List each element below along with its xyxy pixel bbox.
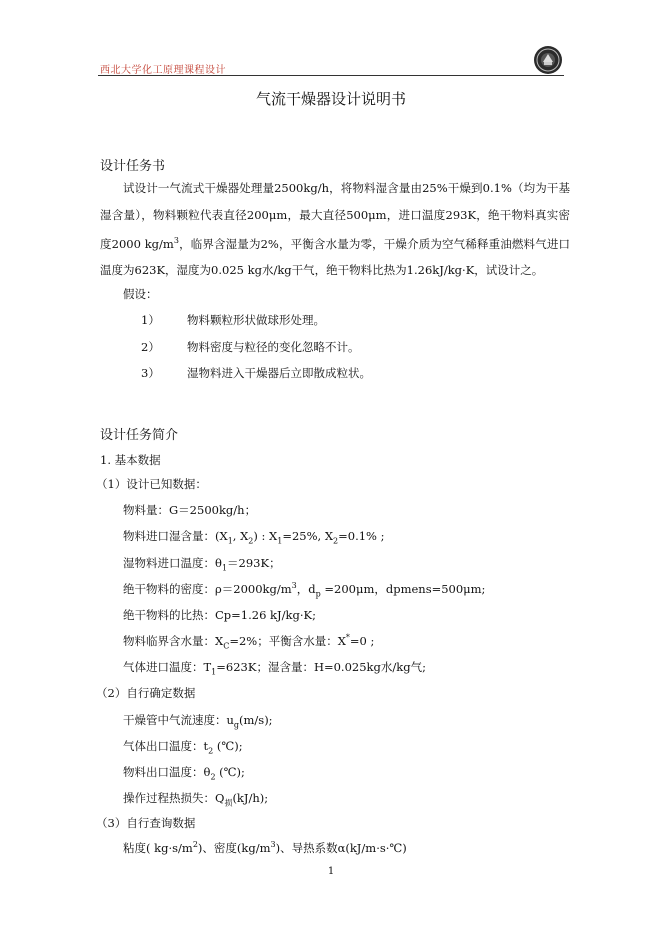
task-paragraph: 试设计一气流式干燥器处理量2500kg/h，将物料湿含量由25%干燥到0.1%（均为干基湿含量），物料颗粒代表直径200μm，最大直径500μm，进口温度293K，绝干物料真实密度2000 $kg/m^3$，临界含湿量为2%，平衡含水量为零，干燥介质为空气稀释重油燃料气进口温度为623K，湿度为0.025 kg水/kg干气，绝干物料比热为1.26kJ/kg·K，试设计之。 — [100, 181, 570, 278]
own-line: 气体出口温度：$t_2$ (℃); — [123, 739, 243, 756]
page-number: 1 — [327, 866, 335, 877]
own-line: 干燥管中气流速度：$u_g(m/s)$; — [123, 713, 273, 730]
list-item: 3） 湿物料进入干燥器后立即散成粒状。 — [141, 366, 371, 380]
group-lookup-data: （3）自行查询数据 — [96, 816, 196, 830]
header-rule — [98, 75, 564, 76]
subsection-basic-data: 1. 基本数据 — [100, 453, 161, 467]
own-line: 操作过程热损失：$Q_损(kJ/h)$; — [123, 791, 269, 808]
document-title: 气流干燥器设计说明书 — [255, 90, 406, 108]
section-heading-task: 设计任务书 — [100, 159, 166, 174]
university-seal-icon — [533, 45, 563, 75]
list-item: 2） 物料密度与粒径的变化忽略不计。 — [141, 340, 360, 354]
header-text: 西北大学化工原理课程设计 — [100, 65, 226, 76]
own-line: 物料出口温度：$\theta_2$ (℃); — [123, 765, 245, 782]
known-line: 绝干物料的比热：Cp=1.26 kJ/kg·K; — [123, 608, 316, 622]
list-item: 1） 物料颗粒形状做球形处理。 — [141, 313, 325, 327]
known-line: 物料量：G＝2500kg/h； — [123, 503, 257, 517]
known-line: 物料进口湿含量：($X_1$, $X_2$) : $X_1=25\%$, $X_2=0.1\%$ ; — [123, 529, 385, 546]
known-line: 气体进口温度：$T_1=623K$；湿含量：H=0.025kg水/kg气; — [123, 660, 426, 677]
known-line: 物料临界含水量：$X_C=2\%$；平衡含水量：X*=0 ; — [123, 633, 375, 651]
group-own-data: （2）自行确定数据 — [96, 686, 196, 700]
assume-label: 假设： — [123, 287, 158, 301]
known-line: 绝干物料的密度：$\rho=2000kg/m^3$，$d_p =200\mu m$，dpmens=500μm; — [123, 581, 486, 599]
group-known-data: （1）设计已知数据： — [96, 477, 207, 491]
known-line: 湿物料进口温度：$\theta_1=293K$； — [123, 556, 281, 573]
lookup-line: 粘度( $kg\cdot s/m^2$)、密度$(kg/m^3)$、导热系数α(kJ/m·s·℃) — [123, 840, 407, 855]
section-heading-brief: 设计任务简介 — [100, 428, 179, 443]
